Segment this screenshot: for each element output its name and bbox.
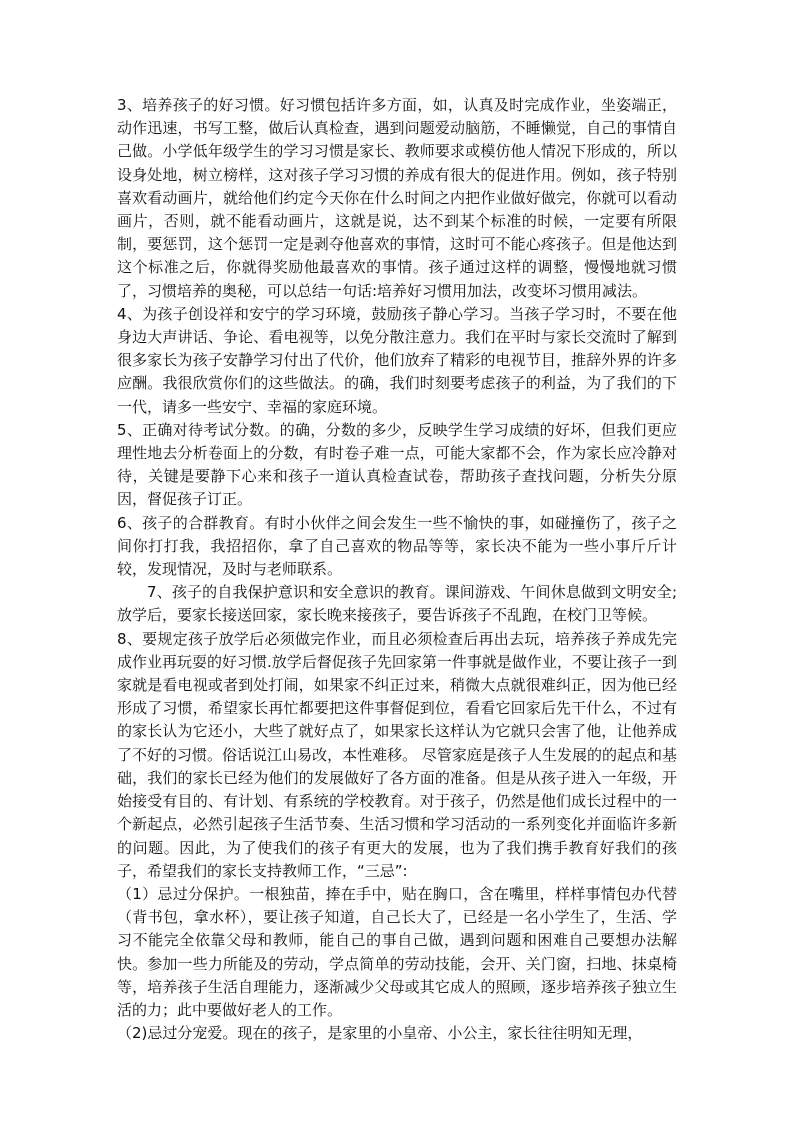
document-page [117, 94, 677, 1045]
paragraph-three-taboos-1: （1）忌过分保护。一根独苗，捧在手中，贴在胸口，含在嘴里，样样事情包办代替（背书包，拿水杯），要让孩子知道，自己长大了，已经是一名小学生了，生活、学习不能完全依靠父母和教师，能自己的事自己做，遇到问题和困难自己要想办法解快。参加一些力所能及的劳动，学点简单的劳动技能，会开、关门窗，扫地、抹桌椅等，培养孩子生活自理能力，逐渐减少父母或其它成人的照顾，逐步培养孩子独立生活的力；此中要做好老人的工作。 [117, 884, 677, 1019]
paragraph-3: 3、培养孩子的好习惯。好习惯包括许多方面，如，认真及时完成作业，坐姿端正，动作迅速，书写工整，做后认真检查，遇到问题爱动脑筋，不睡懒觉，自己的事情自己做。小学低年级学生的学习习惯是家长、教师要求或模仿他人情况下形成的，所以设身处地，树立榜样，这对孩子学习习惯的养成有很大的促进作用。例如，孩子特别喜欢看动画片，就给他们约定今天你在什么时间之内把作业做好做完，你就可以看动画片，否则，就不能看动画片，这就是说，达不到某个标准的时候，一定要有所限制，要惩罚，这个惩罚一定是剥夺他喜欢的事情，这时可不能心疼孩子。但是他达到这个标准之后，你就得奖励他最喜欢的事情。孩子通过这样的调整，慢慢地就习惯了，习惯培养的奥秘，可以总结一句话:培养好习惯用加法，改变坏习惯用减法。 [117, 96, 677, 300]
paragraph-5: 5、正确对待考试分数。的确，分数的多少，反映学生学习成绩的好坏，但我们更应理性地去分析卷面上的分数，有时卷子难一点，可能大家都不会，作为家长应冷静对待，关键是要静下心来和孩子一道认真检查试卷，帮助孩子查找问题，分析失分原因，督促孩子订正。 [117, 420, 677, 509]
paragraph-three-taboos-2: （2)忌过分宠爱。现在的孩子，是家里的小皇帝、小公主，家长往往明知无理， [117, 1024, 643, 1043]
paragraph-4: 4、为孩子创设祥和安宁的学习环境，鼓励孩子静心学习。当孩子学习时，不要在他身边大声讲话、争论、看电视等，以免分散注意力。我们在平时与家长交流时了解到很多家长为孩子安静学习付出了代价，他们放弃了精彩的电视节目，推辞外界的许多应酬。我很欣赏你们的这些做法。的确，我们时刻要考虑孩子的利益，为了我们的下一代，请多一些安宁、幸福的家庭环境。 [117, 304, 677, 416]
paragraph-8: 8、要规定孩子放学后必须做完作业，而且必须检查后再出去玩，培养孩子养成先完成作业再玩耍的好习惯.放学后督促孩子先回家第一件事就是做作业，不要让孩子一到家就是看电视或者到处打闹，如果家不纠正过来，稍微大点就很难纠正，因为他已经形成了习惯，希望家长再忙都要把这件事督促到位，看看它回家后先干什么，不过有的家长认为它还小，大些了就好点了，如果家长这样认为它就只会害了他，让他养成了不好的习惯。俗话说江山易改，本性难移。 尽管家庭是孩子人生发展的的起点和基础，我们的家长已经为他们的发展做好了各方面的准备。但是从孩子进入一年级，开始接受有目的、有计划、有系统的学校教育。对于孩子，仍然是他们成长过程中的一个新起点，必然引起孩子生活节奏、生活习惯和学习活动的一系列变化并面临许多新的问题。因此，为了使我们的孩子有更大的发展，也为了我们携手教育好我们的孩子，希望我们的家长支持教师工作，“三忌”: [117, 629, 677, 880]
paragraph-6: 6、孩子的合群教育。有时小伙伴之间会发生一些不愉快的事，如碰撞伤了，孩子之间你打打我，我招招你，拿了自己喜欢的物品等等，家长决不能为一些小事斤斤计较，发现情况，及时与老师联系。 [117, 513, 677, 579]
paragraph-7: 7、孩子的自我保护意识和安全意识的教育。课间游戏、午间休息做到文明安全;放学后，要家长接送回家，家长晚来接孩子，要告诉孩子不乱跑，在校门卫等候。 [117, 583, 677, 625]
